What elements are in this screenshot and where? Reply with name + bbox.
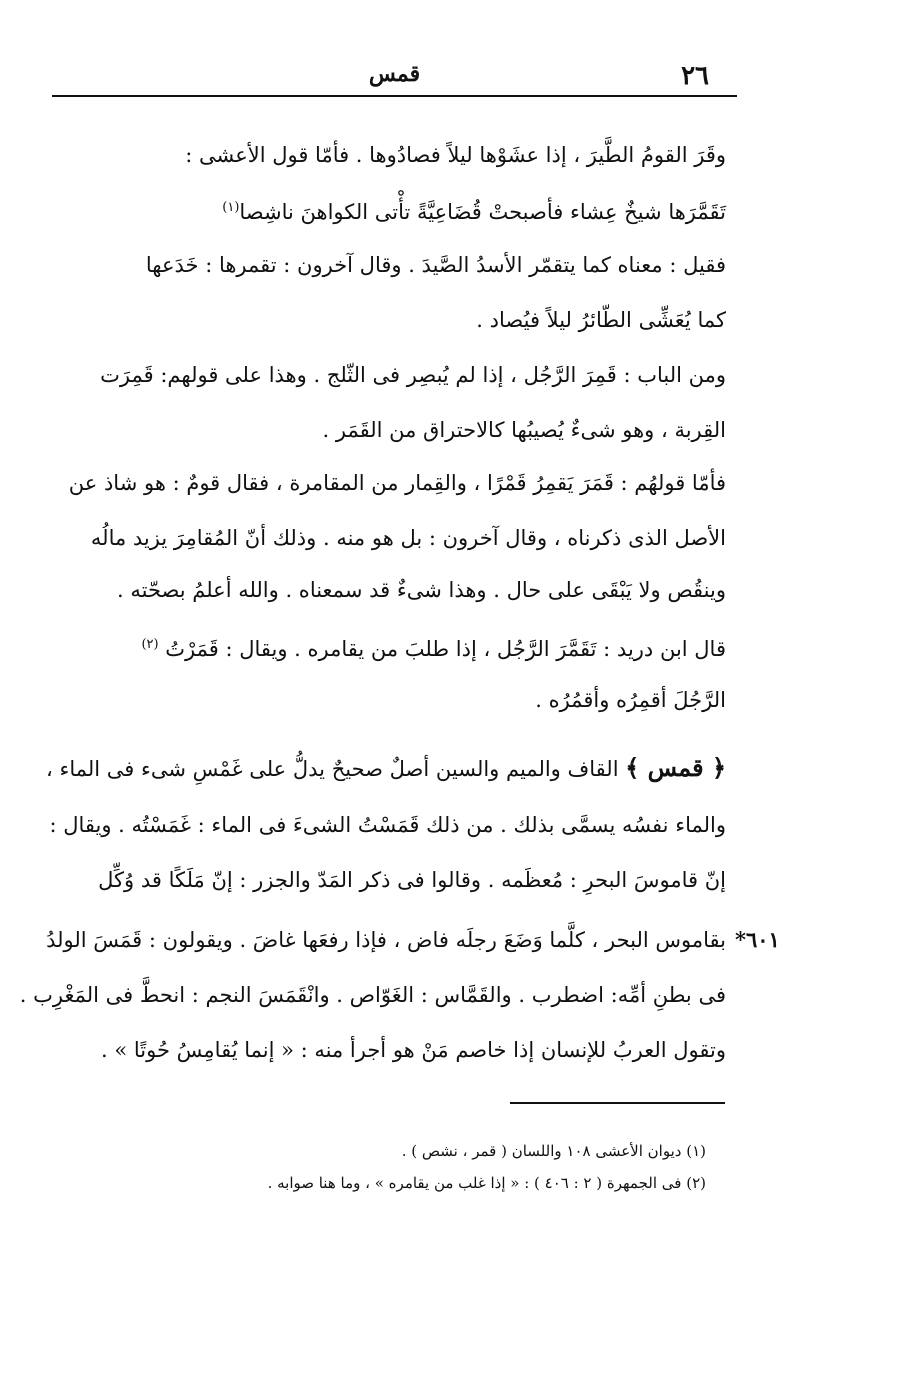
body-line: فقيل : معناه كما يتقمّر الأسدُ الصَّيدَ . وقال آخرون : تقمرها : خَدَعها (145, 253, 726, 277)
body-line: ومن الباب : قَمِرَ الرَّجُل ، إذا لم يُبصِر فى الثّلج . وهذا على قولهم: قَمِرَت (100, 363, 726, 387)
running-title: قمس (368, 61, 421, 87)
body-line: الأصل الذى ذكرناه ، وقال آخرون : بل هو منه . وذلك أنّ المُقامِرَ يزيد مالُه (90, 526, 726, 550)
page-header (52, 55, 737, 95)
footnote-1: (١) ديوان الأعشى ١٠٨ واللسان ( قمر ، نشص ) . (401, 1142, 706, 1160)
body-line: فى بطنِ أمِّه: اضطرب . والقَمَّاس : الغَوّاص . وانْقَمَسَ النجم : انحطَّ فى المَغْرِب . (19, 983, 726, 1007)
footnote-ref-2: (٢) (141, 637, 159, 652)
body-line: الرَّجُلَ أقمِرُه وأقمُرُه . (535, 688, 726, 712)
body-line: بقاموس البحر ، كلَّما وَضَعَ رجلَه فاض ، فإذا رفعَها غاضَ . ويقولون : قَمَسَ الولدُ (46, 928, 726, 952)
body-line: والماء نفسُه يسمَّى بذلك . من ذلك قَمَسْتُ الشىءَ فى الماء : غَمَسْتُه . ويقال : (49, 813, 726, 837)
body-line-text: قال ابن دريد : تَقَمَّرَ الرَّجُل ، إذا طلبَ من يقامره . ويقال : قَمَرْتُ (165, 637, 726, 661)
body-line: القِربة ، وهو شىءٌ يُصيبُها كالاحتراق من القَمَر . (322, 418, 726, 442)
footnote-ref-1: (١) (222, 200, 240, 215)
poem-verse (222, 193, 726, 227)
body-line: وتقول العربُ للإنسان إذا خاصم مَنْ هو أجرأ منه : « إنما يُقامِسُ حُوتًا » . (101, 1038, 726, 1062)
footnote-2: (٢) فى الجمهرة ( ٢ : ٤٠٦ ) : « إذا غلب من يقامره » ، وما هنا صوابه . (267, 1174, 706, 1192)
body-line: إنّ قاموسَ البحرِ : مُعظَمه . وقالوا فى ذكر المَدّ والجزر : إنّ مَلَكًا قد وُكِّل (98, 868, 726, 892)
margin-asterisk: * (735, 927, 746, 952)
entry-head: ﴿ قمس ﴾ (625, 753, 726, 782)
body-line: كما يُعَشِّى الطّائرُ ليلاً فيُصاد . (476, 308, 726, 332)
poem-verse-text: تَقَمَّرَها شيخٌ عِشاء فأصبحتْ قُضَاعِيَّةً تأْتى الكواهنَ ناشِصا (239, 200, 726, 224)
margin-number (735, 925, 780, 955)
body-line: وقَرَ القومُ الطَّيرَ ، إذا عشَوْها ليلاً فصادُوها . فأمّا قول الأعشى : (185, 143, 726, 167)
page-number: ٢٦ (681, 61, 709, 91)
body-line: فأمّا قولهُم : قَمَرَ يَقمِرُ قَمْرًا ، والقِمار من المقامرة ، فقال قومٌ : هو شاذ عن (68, 471, 726, 495)
header-rule (52, 95, 737, 97)
footnote-rule (510, 1102, 725, 1104)
entry-line (46, 753, 726, 784)
body-line: وينقُص ولا يَبْقَى على حال . وهذا شىءٌ قد سمعناه . والله أعلمُ بصحّته . (117, 578, 726, 602)
body-line (141, 630, 726, 664)
margin-number-text: ٦٠١ (745, 927, 780, 952)
entry-line-text: القاف والميم والسين أصلٌ صحيحٌ يدلُّ على غَمْسِ شىء فى الماء ، (46, 757, 619, 781)
